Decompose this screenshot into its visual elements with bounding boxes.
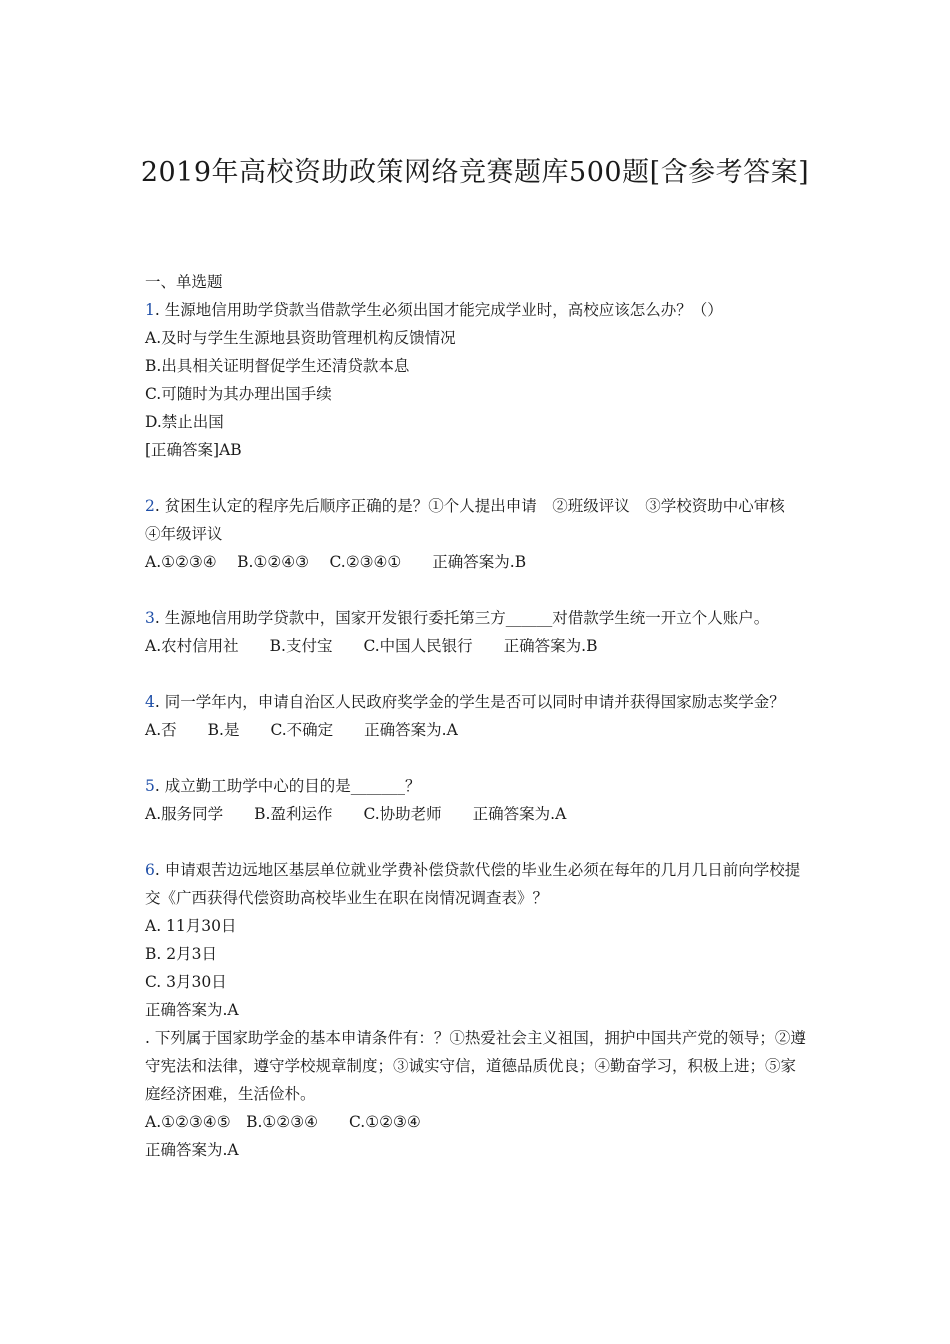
question-stem	[145, 604, 810, 632]
question-text: 成立勤工助学中心的目的是_______？	[164, 777, 421, 795]
answer-line: C. 3月30日	[145, 973, 227, 991]
question-separator: .	[154, 609, 160, 627]
question-spacer	[145, 660, 810, 688]
answer-line: C.可随时为其办理出国手续	[145, 385, 332, 403]
question-separator: .	[154, 861, 160, 879]
question-number: 6	[145, 861, 155, 879]
question-stem	[145, 492, 810, 548]
question-number: 3	[145, 609, 155, 627]
document-body	[145, 268, 810, 1164]
question-stem	[145, 688, 810, 716]
question-separator: .	[154, 693, 160, 711]
question-item	[145, 772, 810, 828]
question-spacer	[145, 576, 810, 604]
question-separator: .	[154, 777, 160, 795]
answer-line: B.出具相关证明督促学生还清贷款本息	[145, 357, 410, 375]
question-text: 生源地信用助学贷款中，国家开发银行委托第三方______对借款学生统一开立个人账户。	[164, 609, 770, 627]
question-item	[145, 492, 810, 576]
question-separator: .	[145, 1029, 150, 1047]
question-spacer	[145, 744, 810, 772]
question-stem	[145, 296, 810, 324]
question-stem	[145, 772, 810, 800]
answer-line: A. 11月30日	[145, 917, 237, 935]
question-item	[145, 688, 810, 744]
answer-line: A.①②③④⑤ B.①②③④ C.①②③④	[145, 1113, 421, 1131]
question-number: 4	[145, 693, 155, 711]
question-spacer	[145, 828, 810, 856]
question-separator: .	[154, 301, 160, 319]
question-number: 2	[145, 497, 155, 515]
question-text: 下列属于国家助学金的基本申请条件有：？①热爱社会主义祖国，拥护中国共产党的领导；②遵守宪法和法律，遵守学校规章制度；③诚实守信，道德品质优良；④勤奋学习，积极上进；⑤家庭经济困难，生活俭朴。	[145, 1029, 806, 1103]
question-item	[145, 296, 810, 464]
question-text: 同一学年内，申请自治区人民政府奖学金的学生是否可以同时申请并获得国家励志奖学金？	[164, 693, 785, 711]
question-text: 生源地信用助学贷款当借款学生必须出国才能完成学业时，高校应该怎么办？（）	[164, 301, 723, 319]
question-text: 贫困生认定的程序先后顺序正确的是？①个人提出申请 ②班级评议 ③学校资助中心审核 ④年级评议	[145, 497, 801, 543]
answer-line: D.禁止出国	[145, 413, 224, 431]
section-heading: 一、单选题	[145, 273, 223, 291]
answer-line: A.服务同学 B.盈利运作 C.协助老师 正确答案为.A	[145, 805, 567, 823]
question-spacer	[145, 464, 810, 492]
answer-line: A.否 B.是 C.不确定 正确答案为.A	[145, 721, 458, 739]
answer-line: B. 2月3日	[145, 945, 217, 963]
question-stem	[145, 1024, 810, 1108]
question-list	[145, 296, 810, 1164]
answer-line: A.①②③④ B.①②④③ C.②③④① 正确答案为.B	[145, 553, 527, 571]
question-separator: .	[154, 497, 160, 515]
question-text: 申请艰苦边远地区基层单位就业学费补偿贷款代偿的毕业生必须在每年的几月几日前向学校提交《广西获得代偿资助高校毕业生在职在岗情况调查表》？	[145, 861, 801, 907]
question-number: 1	[145, 301, 155, 319]
question-item	[145, 1024, 810, 1164]
answer-line: [正确答案]AB	[145, 441, 242, 459]
question-item	[145, 604, 810, 660]
document-title: 2019年高校资助政策网络竞赛题库500题[含参考答案]	[140, 157, 810, 188]
answer-line: 正确答案为.A	[145, 1001, 239, 1019]
question-item	[145, 856, 810, 1024]
question-stem	[145, 856, 810, 912]
answer-line: A.及时与学生生源地县资助管理机构反馈情况	[145, 329, 456, 347]
answer-line: 正确答案为.A	[145, 1141, 239, 1159]
question-number: 5	[145, 777, 155, 795]
answer-line: A.农村信用社 B.支付宝 C.中国人民银行 正确答案为.B	[145, 637, 598, 655]
